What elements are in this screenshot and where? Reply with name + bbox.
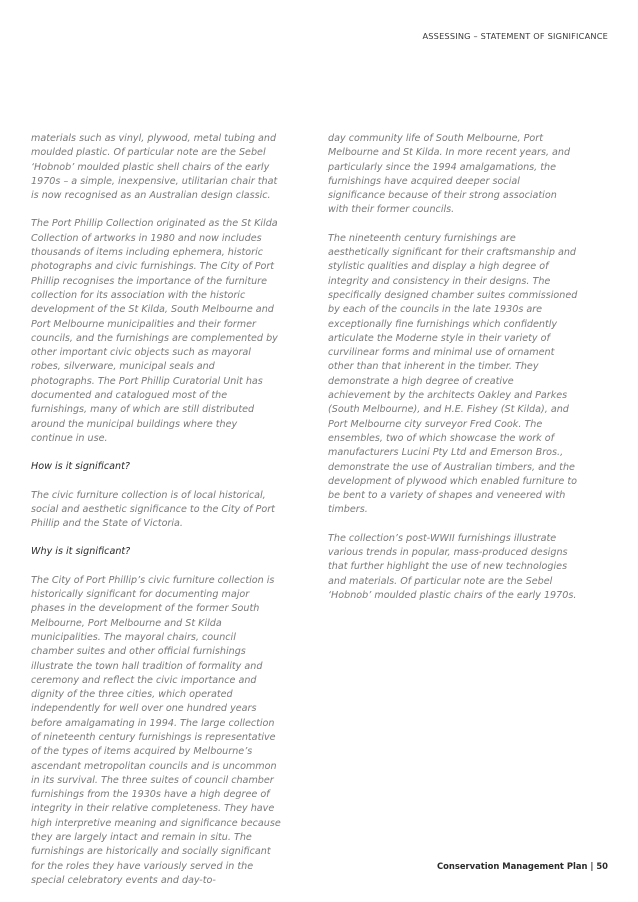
paragraph: The City of Port Phillip’s civic furniture collection is historically significant for documenting major phases in the development of the former South Melbourne, Port Melbourne and St Kilda municipalities. The mayoral chairs, council chamber suites and other official furnishings illustrate the town hall tradition of formality and ceremony and reflect the civic importance and dignity of the three cities, which operated independently for well over one hundred years before amalgamating in 1994. The large collection of nineteenth century furnishings is representative of the types of items acquired by Melbourne’s ascendant metropolitan councils and is uncommon in its survival. The three suites of council chamber furnishings from the 1930s have a high degree of integrity in their relative completeness. They have high interpretive meaning and significance because they are largely intact and remain in situ. The furnishings are historically and socially significant for the roles they have variously served in the special celebratory events and day-to- (31, 574, 281, 886)
paragraph: The civic furniture collection is of local historical, social and aesthetic significance to the City of Port Phillip and the State of Victoria. (31, 489, 275, 530)
paragraph: day community life of South Melbourne, Port Melbourne and St Kilda. In more recent years, and particularly since the 1994 amalgamations, the furnishings have acquired deeper social significance because of their strong association with their former councils. (328, 133, 571, 216)
left-column (31, 132, 281, 902)
right-column (328, 132, 578, 617)
paragraph: The Port Phillip Collection originated as the St Kilda Collection of artworks in 1980 and now includes thousands of items including ephemera, historic photographs and civic furnishings. The City of Port Phillip recognises the importance of the furniture collection for its association with the historic development of the St Kilda, South Melbourne and Port Melbourne municipalities and their former councils, and the furnishings are complemented by other important civic objects such as mayoral robes, silverware, municipal seals and photographs. The Port Phillip Curatorial Unit has documented and catalogued most of the furnishings, many of which are still distributed around the municipal buildings where they continue in use. (31, 218, 278, 444)
subheading-how-significant: How is it significant? (31, 461, 130, 473)
subheading-why-significant: Why is it significant? (31, 546, 131, 558)
section-header: ASSESSING – STATEMENT OF SIGNIFICANCE (422, 31, 608, 41)
page-footer: Conservation Management Plan | 50 (436, 861, 608, 871)
paragraph: materials such as vinyl, plywood, metal tubing and moulded plastic. Of particular note are the Sebel ‘Hobnob’ moulded plastic shell chairs of the early 1970s – a simple, inexpensive, utilitarian chair that is now recognised as an Australian design classic. (31, 133, 278, 202)
paragraph: The collection’s post-WWII furnishings illustrate various trends in popular, mass-produced designs that further highlight the use of new technologies and materials. Of particular note are the Sebel ‘Hobnob’ moulded plastic chairs of the early 1970s. (328, 532, 577, 601)
paragraph: The nineteenth century furnishings are aesthetically significant for their craftsmanship and stylistic qualities and display a high degree of integrity and consistency in their designs. The specifically designed chamber suites commissioned by each of the councils in the late 1930s are exceptionally fine furnishings which confidently articulate the Moderne style in their variety of curvilinear forms and minimal use of ornament other than that inherent in the timber. They demonstrate a high degree of creative achievement by the architects Oakley and Parkes (South Melbourne), and H.E. Fishey (St Kilda), and Port Melbourne city surveyor Fred Cook. The ensembles, two of which showcase the work of manufacturers Lucini Pty Ltd and Emerson Bros., demonstrate the use of Australian timbers, and the development of plywood which enabled furniture to be bent to a variety of shapes and veneered with timbers. (328, 232, 578, 516)
